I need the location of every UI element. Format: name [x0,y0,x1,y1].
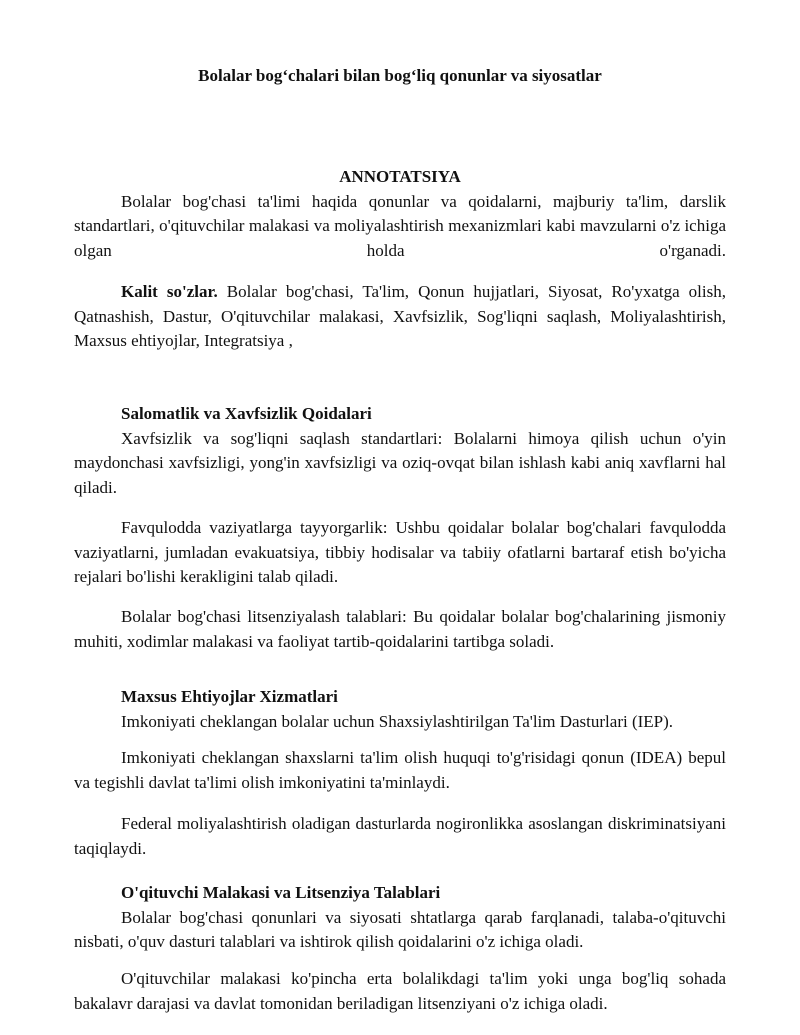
paragraph-emergency-block [74,516,726,590]
keywords-label: Kalit so'zlar. [121,282,218,301]
section-teacher-qualifications [74,881,726,955]
paragraph-teacher-degree-block [74,967,726,1016]
paragraph-state-laws: Bolalar bog'chasi qonunlari va siyosati shtatlarga qarab farqlanadi, talaba-o'qituvchi nisbati, o'quv dasturi talablari va ishtirok qilish qoidalarini o'z ichiga oladi. [74,907,726,951]
paragraph-federal-block [74,812,726,861]
paragraph-teacher-degree: O'qituvchilar malakasi ko'pincha erta bolalikdagi ta'lim yoki unga bog'liq sohada bakalavr darajasi va davlat tomonidan beriladigan litsenziyani o'z ichiga oladi. [74,969,726,1013]
paragraph-emergency: Favqulodda vaziyatlarga tayyorgarlik: Ushbu qoidalar bolalar bog'chalari favqulodda vaziyatlarni, jumladan evakuatsiya, tibbiy hodisalar va tabiiy ofatlarni bartaraf etish bo'yicha rejalari bo'lishi kerakligini talab qiladi. [74,518,726,586]
paragraph-licensing: Bolalar bog'chasi litsenziyalash talablari: Bu qoidalar bolalar bog'chalarining jismoniy muhiti, xodimlar malakasi va faoliyat tartib-qoidalarini tartibga soladi. [74,607,726,651]
section-heading-teacher-qualifications: O'qituvchi Malakasi va Litsenziya Talablari [121,883,441,902]
paragraph-iep: Imkoniyati cheklangan bolalar uchun Shaxsiylashtirilgan Ta'lim Dasturlari (IEP). [121,711,674,731]
paragraph-idea: Imkoniyati cheklangan shaxslarni ta'lim olish huquqi to'g'risidagi qonun (IDEA) bepul va tegishli davlat ta'limi olish imkoniyatini ta'minlaydi. [74,748,726,792]
annotation-text: Bolalar bog'chasi ta'limi haqida qonunlar va qoidalarni, majburiy ta'lim, darslik standartlari, o'qituvchilar malakasi va moliyalashtirish mexanizmlari kabi mavzularni o'z ichiga olgan holda o'rganadi. [74,191,726,260]
section-special-needs [74,685,726,734]
annotation-section [74,165,726,263]
keywords-text: Bolalar bog'chasi, Ta'lim, Qonun hujjatlari, Siyosat, Ro'yxatga olish, Qatnashish, Dastur, O'qituvchilar malakasi, Xavfsizlik, Sog'liqni saqlash, Moliyalashtirish, Maxsus ehtiyojlar, Integratsiya , [74,282,726,350]
section-heading-special-needs: Maxsus Ehtiyojlar Xizmatlari [121,687,338,706]
keywords-section [74,280,726,354]
section-health-safety [74,402,726,500]
paragraph-federal: Federal moliyalashtirish oladigan dasturlarda nogironlikka asoslangan diskriminatsiyani taqiqlaydi. [74,814,726,858]
paragraph-safety-standards: Xavfsizlik va sog'liqni saqlash standartlari: Bolalarni himoya qilish uchun o'yin maydonchasi xavfsizligi, yong'in xavfsizligi va oziq-ovqat bilan ishlash kabi aniq xavflarni hal qiladi. [74,428,726,497]
document-title: Bolalar bog‘chalari bilan bog‘liq qonunlar va siyosatlar [198,66,602,85]
paragraph-licensing-block [74,605,726,654]
annotation-heading: ANNOTATSIYA [339,167,461,186]
section-heading-health-safety: Salomatlik va Xavfsizlik Qoidalari [121,404,372,423]
paragraph-idea-block [74,746,726,795]
keywords-paragraph [74,280,726,354]
